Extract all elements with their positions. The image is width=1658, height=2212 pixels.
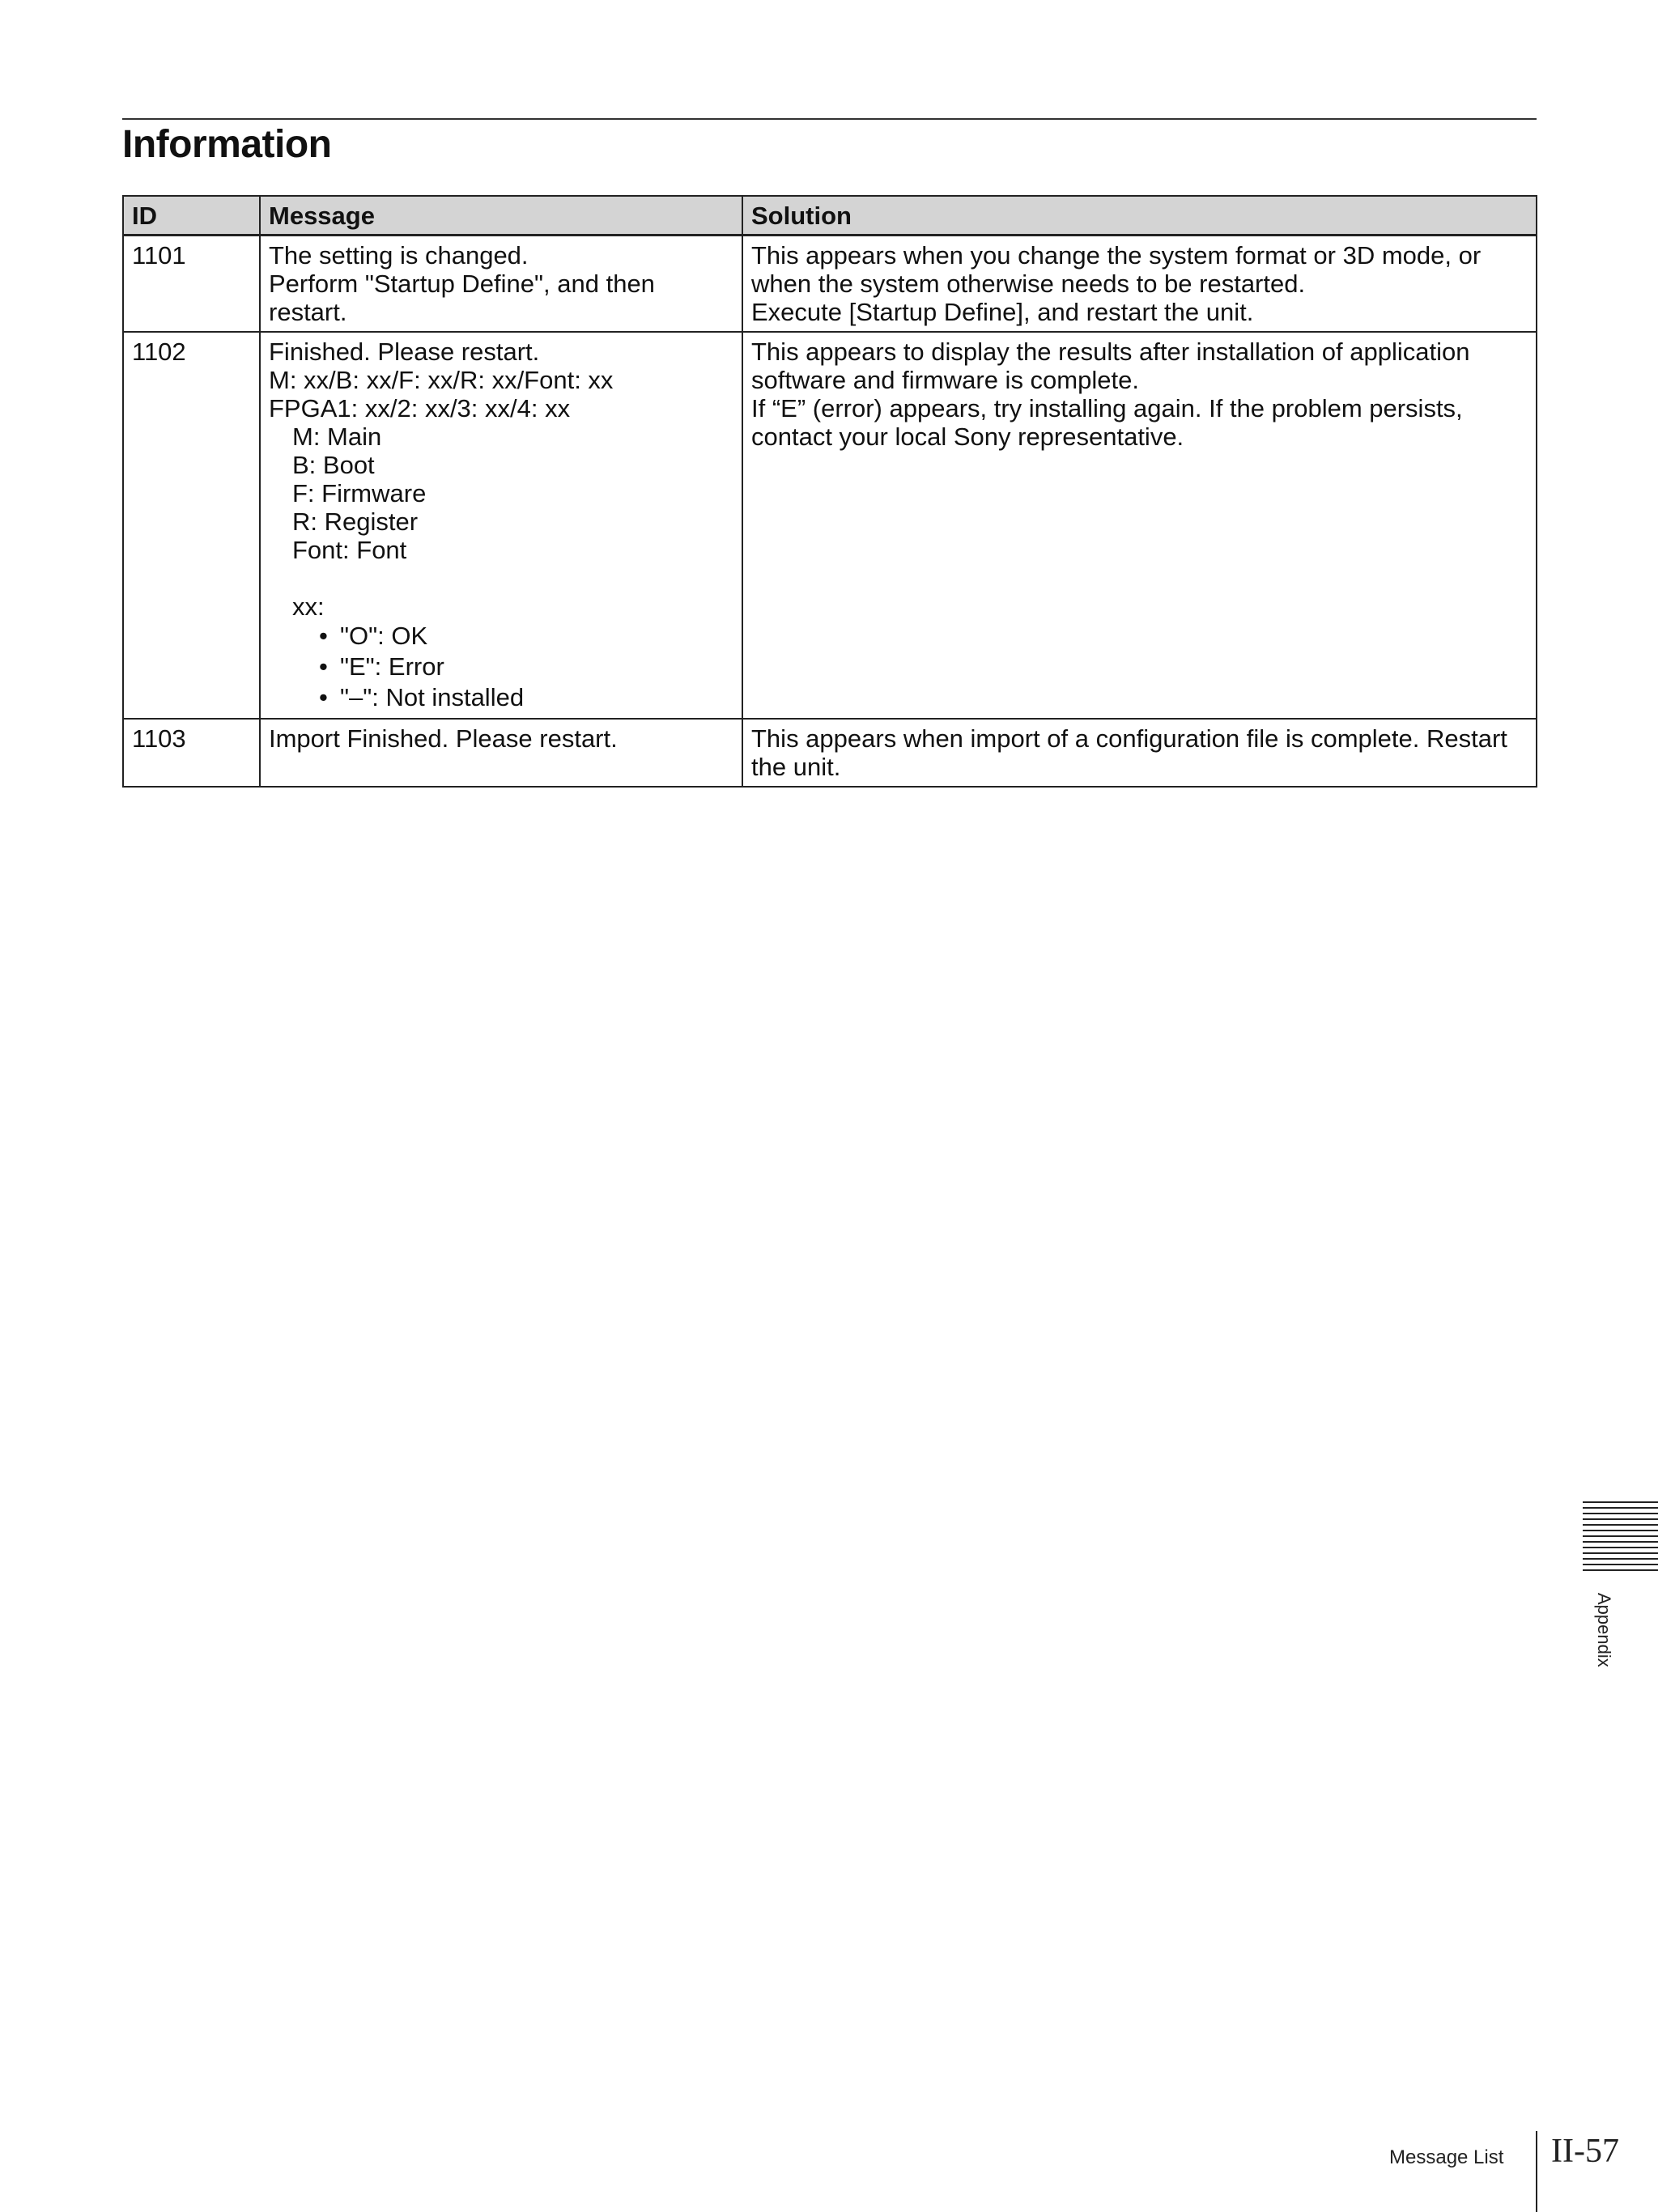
solution-line: This appears to display the results after installation of application [751, 338, 1470, 366]
message-line: Import Finished. Please restart. [269, 724, 618, 753]
message-table [122, 195, 1537, 788]
bullet-item [269, 652, 733, 682]
cell-solution [742, 332, 1537, 719]
table-row [123, 236, 1537, 333]
legend-line: Font: Font [292, 536, 407, 564]
header-message: Message [260, 196, 742, 236]
legend-line: F: Firmware [292, 479, 427, 507]
table-row [123, 719, 1537, 787]
bullet-item [269, 621, 733, 652]
legend-line: M: Main [292, 422, 382, 451]
message-line: FPGA1: xx/2: xx/3: xx/4: xx [269, 394, 571, 422]
legend-line: R: Register [292, 507, 419, 536]
bullet-text: "E": Error [340, 652, 444, 681]
blank-line [269, 564, 733, 592]
bullet-text: "O": OK [340, 622, 428, 650]
solution-line: contact your local Sony representative. [751, 422, 1184, 451]
message-line: Finished. Please restart. [269, 338, 540, 366]
table-row [123, 332, 1537, 719]
bullet-icon: • [319, 683, 328, 711]
bullet-icon: • [319, 652, 328, 681]
section-title: Information [122, 123, 332, 166]
solution-line: when the system otherwise needs to be restarted. [751, 270, 1306, 298]
cell-id: 1101 [123, 236, 260, 333]
cell-id: 1102 [123, 332, 260, 719]
solution-line: Execute [Startup Define], and restart the unit. [751, 298, 1254, 326]
solution-line: the unit. [751, 753, 841, 781]
message-line: Perform "Startup Define", and then [269, 270, 655, 298]
message-line: M: xx/B: xx/F: xx/R: xx/Font: xx [269, 366, 614, 394]
cell-solution [742, 236, 1537, 333]
side-tab-label: Appendix [1594, 1593, 1614, 1667]
cell-message [260, 332, 742, 719]
header-solution: Solution [742, 196, 1537, 236]
cell-solution [742, 719, 1537, 787]
page-number: II-57 [1551, 2133, 1619, 2170]
footer-divider [1536, 2131, 1537, 2212]
table-header-row [123, 196, 1537, 236]
top-rule [122, 118, 1537, 120]
footer-section-label: Message List [1389, 2146, 1504, 2168]
side-tab-marker [1583, 1501, 1658, 1574]
solution-line: This appears when you change the system format or 3D mode, or [751, 241, 1482, 270]
solution-line: software and firmware is complete. [751, 366, 1139, 394]
message-line: restart. [269, 298, 347, 326]
legend-line: B: Boot [292, 451, 375, 479]
message-line: The setting is changed. [269, 241, 529, 270]
bullet-text: "–": Not installed [340, 683, 525, 711]
bullet-item [269, 682, 733, 713]
cell-message [260, 236, 742, 333]
cell-id: 1103 [123, 719, 260, 787]
xx-label: xx: [292, 592, 325, 621]
cell-message [260, 719, 742, 787]
header-id: ID [123, 196, 260, 236]
solution-line: This appears when import of a configuration file is complete. Restart [751, 724, 1507, 753]
bullet-icon: • [319, 622, 328, 650]
solution-line: If “E” (error) appears, try installing again. If the problem persists, [751, 394, 1463, 422]
